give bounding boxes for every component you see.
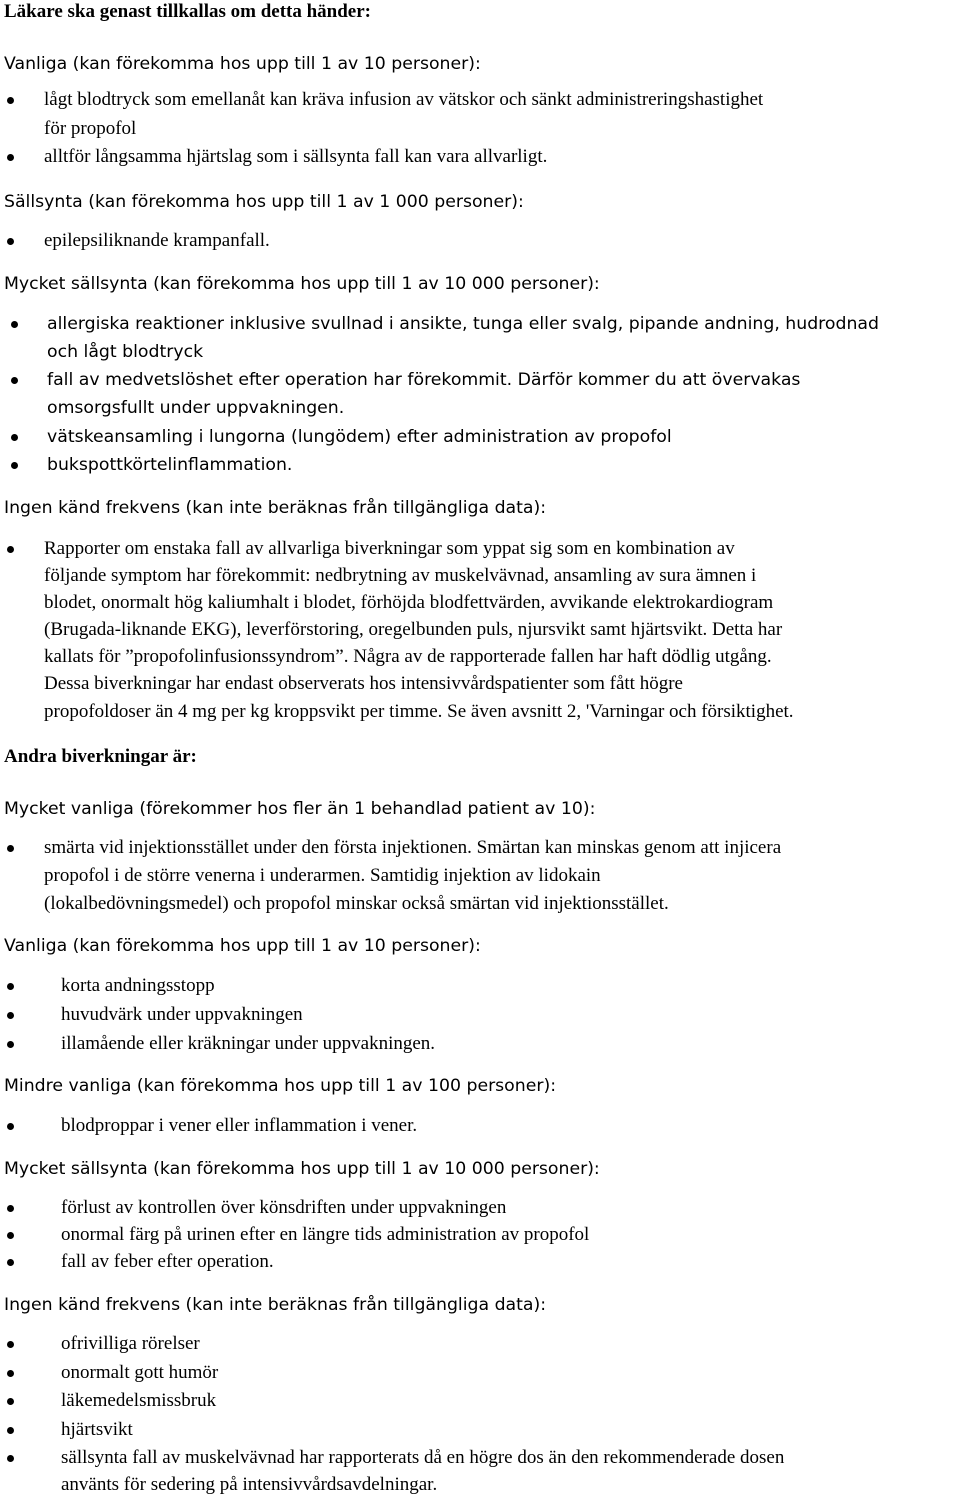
list-item-line: illamående eller kräkningar under uppvakningen. (61, 1033, 436, 1054)
list-item-line: för propofol (44, 118, 137, 139)
section-heading: Andra biverkningar är: (4, 746, 197, 767)
frequency-header: Mycket sällsynta (kan förekomma hos upp till 1 av 10 000 personer): (4, 1159, 600, 1179)
list-item-line: blodproppar i vener eller inflammation i vener. (61, 1115, 418, 1136)
list-item-line: bukspottkörtelinflammation. (47, 455, 293, 475)
list-item-line: propofol i de större venerna i underarmen. Samtidig injektion av lidokain (44, 865, 601, 886)
frequency-header: Ingen känd frekvens (kan inte beräknas från tillgängliga data): (4, 1295, 547, 1315)
list-item-line: epilepsiliknande krampanfall. (44, 230, 270, 251)
frequency-header: Sällsynta (kan förekomma hos upp till 1 av 1 000 personer): (4, 192, 524, 212)
list-item-line: fall av feber efter operation. (61, 1251, 274, 1272)
list-item-line: sällsynta fall av muskelvävnad har rapporterats då en högre dos än den rekommenderade dosen (61, 1447, 785, 1468)
bullet-icon (7, 154, 14, 161)
bullet-icon (11, 462, 18, 469)
frequency-header: Mycket sällsynta (kan förekomma hos upp till 1 av 10 000 personer): (4, 274, 600, 294)
list-item-line: Rapporter om enstaka fall av allvarliga biverkningar som yppat sig som en kombination av (44, 538, 735, 559)
list-item-line: (Brugada-liknande EKG), leverförstoring, oregelbunden puls, njursvikt samt hjärtsvikt. Detta har (44, 619, 783, 640)
list-item-line: och lågt blodtryck (47, 342, 204, 362)
list-item-line: korta andningsstopp (61, 975, 215, 996)
bullet-icon (11, 321, 18, 328)
list-item-line: Dessa biverkningar har endast observerats hos intensivvårdspatienter som fått högre (44, 673, 683, 694)
list-item-line: vätskeansamling i lungorna (lungödem) efter administration av propofol (47, 427, 672, 447)
list-item-line: smärta vid injektionsstället under den första injektionen. Smärtan kan minskas genom att injicera (44, 837, 782, 858)
list-item-line: hjärtsvikt (61, 1419, 133, 1440)
bullet-icon (11, 434, 18, 441)
frequency-header: Vanliga (kan förekomma hos upp till 1 av 10 personer): (4, 54, 481, 74)
list-item-line: omsorgsfullt under uppvakningen. (47, 398, 345, 418)
list-item-line: förlust av kontrollen över könsdriften under uppvakningen (61, 1197, 507, 1218)
list-item-line: kallats för ”propofolinfusionssyndrom”. Några av de rapporterade fallen har haft dödlig utgång. (44, 646, 772, 667)
list-item-line: propofoldoser än 4 mg per kg kroppsvikt per timme. Se även avsnitt 2, 'Varningar och försiktighet. (44, 701, 794, 722)
list-item-line: huvudvärk under uppvakningen (61, 1004, 303, 1025)
bullet-icon (7, 1398, 14, 1405)
section-heading: Läkare ska genast tillkallas om detta händer: (4, 1, 372, 22)
bullet-icon (7, 1041, 14, 1048)
list-item-line: blodet, onormalt hög kaliumhalt i blodet, förhöjda blodfettvärden, avvikande elektrokardiogram (44, 592, 774, 613)
frequency-header: Mycket vanliga (förekommer hos fler än 1 behandlad patient av 10): (4, 799, 596, 819)
bullet-icon (7, 983, 14, 990)
list-item-line: följande symptom har förekommit: nedbrytning av muskelvävnad, ansamling av sura ämnen i (44, 565, 757, 586)
frequency-header: Mindre vanliga (kan förekomma hos upp till 1 av 100 personer): (4, 1076, 557, 1096)
bullet-icon (7, 1123, 14, 1130)
bullet-icon (7, 1012, 14, 1019)
list-item-line: läkemedelsmissbruk (61, 1390, 217, 1411)
frequency-header: Vanliga (kan förekomma hos upp till 1 av 10 personer): (4, 936, 481, 956)
bullet-icon (7, 546, 14, 553)
list-item-line: (lokalbedövningsmedel) och propofol minskar också smärtan vid injektionsstället. (44, 893, 669, 914)
bullet-icon (7, 1427, 14, 1434)
list-item-line: onormal färg på urinen efter en längre tids administration av propofol (61, 1224, 590, 1245)
bullet-icon (7, 97, 14, 104)
list-item-line: allergiska reaktioner inklusive svullnad i ansikte, tunga eller svalg, pipande andning, hudrodnad (47, 314, 879, 334)
bullet-icon (7, 1341, 14, 1348)
bullet-icon (7, 1259, 14, 1266)
bullet-icon (7, 845, 14, 852)
list-item-line: lågt blodtryck som emellanåt kan kräva infusion av vätskor och sänkt administreringshastighet (44, 89, 764, 110)
bullet-icon (7, 1455, 14, 1462)
bullet-icon (7, 1205, 14, 1212)
list-item-line: alltför långsamma hjärtslag som i sällsynta fall kan vara allvarligt. (44, 146, 548, 167)
list-item-line: använts för sedering på intensivvårdsavdelningar. (61, 1474, 438, 1495)
bullet-icon (11, 377, 18, 384)
list-item-line: onormalt gott humör (61, 1362, 219, 1383)
bullet-icon (7, 238, 14, 245)
list-item-line: fall av medvetslöshet efter operation har förekommit. Därför kommer du att övervakas (47, 370, 801, 390)
bullet-icon (7, 1370, 14, 1377)
frequency-header: Ingen känd frekvens (kan inte beräknas från tillgängliga data): (4, 498, 547, 518)
list-item-line: ofrivilliga rörelser (61, 1333, 200, 1354)
bullet-icon (7, 1232, 14, 1239)
